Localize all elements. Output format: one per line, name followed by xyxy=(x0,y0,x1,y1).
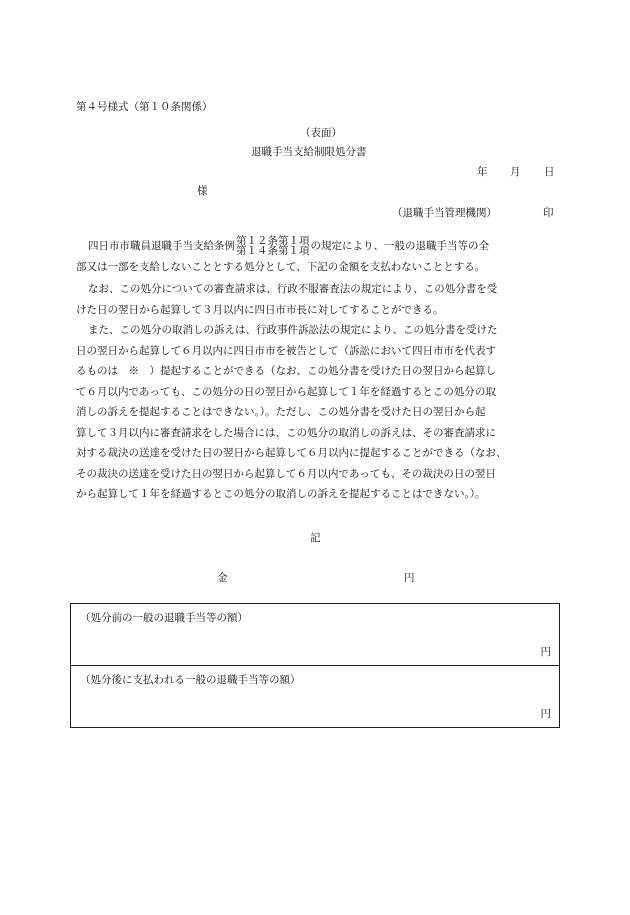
form-number: 第４号様式（第１０条関係） xyxy=(76,101,213,113)
table-row xyxy=(71,666,560,728)
p1-line2: 部又は一部を支給しないこととする処分として、下記の金額を支払わないこととする。 xyxy=(76,260,486,273)
p3-line7: 対する裁決の送達を受けた日の翌日から起算して６月以内に提起することができる（なお、 xyxy=(76,447,507,459)
p1-rest: の規定により、一般の退職手当等の全 xyxy=(310,240,489,252)
article-b: 第１４条第１項 xyxy=(236,245,310,257)
amount-after-label: （処分後に支払われる一般の退職手当等の額） xyxy=(80,674,301,686)
p3-line1: また、この処分の取消しの訴えは、行政事件訴訟法の規定により、この処分書を受けた xyxy=(88,324,498,336)
amount-table xyxy=(70,603,560,728)
amount-after-cell xyxy=(71,666,560,728)
body-paragraph-2 xyxy=(76,279,566,320)
body-paragraph-1 xyxy=(76,236,566,277)
p3-line9: から起算して１年を経過するとこの処分の取消しの訴えを提起することはできない。）。 xyxy=(76,488,486,500)
document-title: 退職手当支給制限処分書 xyxy=(251,146,367,158)
amount-before-cell xyxy=(71,604,560,666)
amount-label: 金 xyxy=(217,572,228,584)
body-paragraph-3 xyxy=(76,320,566,505)
p2-line1: なお、この処分についての審査請求は、行政不服審査法の規定により、この処分書を受 xyxy=(88,283,498,295)
issuer-label: （退職手当管理機関） xyxy=(392,207,497,219)
p3-line6: 算して３月以内に審査請求をした場合には、この処分の取消しの訴えは、その審査請求に xyxy=(76,426,496,439)
p3-line3: るものは ※ ）提起することができる（なお、この処分書を受けた日の翌日から起算し xyxy=(76,365,496,377)
article-references xyxy=(236,236,310,256)
seal-mark: 印 xyxy=(543,207,554,219)
note-heading: 記 xyxy=(310,532,321,544)
p2-line2: けた日の翌日から起算して３月以内に四日市市長に対してすることができる。 xyxy=(76,303,444,316)
article-a: 第１２条第１項 xyxy=(236,235,310,247)
amount-after-unit: 円 xyxy=(540,708,551,720)
date-month: 月 xyxy=(510,166,521,178)
date-year: 年 xyxy=(477,166,488,178)
ordinance-name: 四日市市職員退職手当支給条例 xyxy=(88,240,235,252)
p3-line4: て６月以内であっても、この処分の日の翌日から起算して１年を経過するとこの処分の取 xyxy=(76,385,496,398)
addressee-suffix: 様 xyxy=(197,185,208,197)
date-day: 日 xyxy=(544,166,555,178)
p3-line8: その裁決の送達を受けた日の翌日から起算して６月以内であっても、その裁決の日の翌日 xyxy=(76,467,496,480)
side-label: （表面） xyxy=(300,127,342,139)
amount-before-unit: 円 xyxy=(540,646,551,658)
amount-before-label: （処分前の一般の退職手当等の額） xyxy=(80,612,248,624)
p3-line2: 日の翌日から起算して６月以内に四日市市を被告として（訴訟において四日市市を代表す xyxy=(76,344,496,357)
amount-unit: 円 xyxy=(404,572,415,584)
p3-line5: 消しの訴えを提起することはできない。）。ただし、この処分書を受けた日の翌日から起 xyxy=(76,406,486,418)
table-row xyxy=(71,604,560,666)
